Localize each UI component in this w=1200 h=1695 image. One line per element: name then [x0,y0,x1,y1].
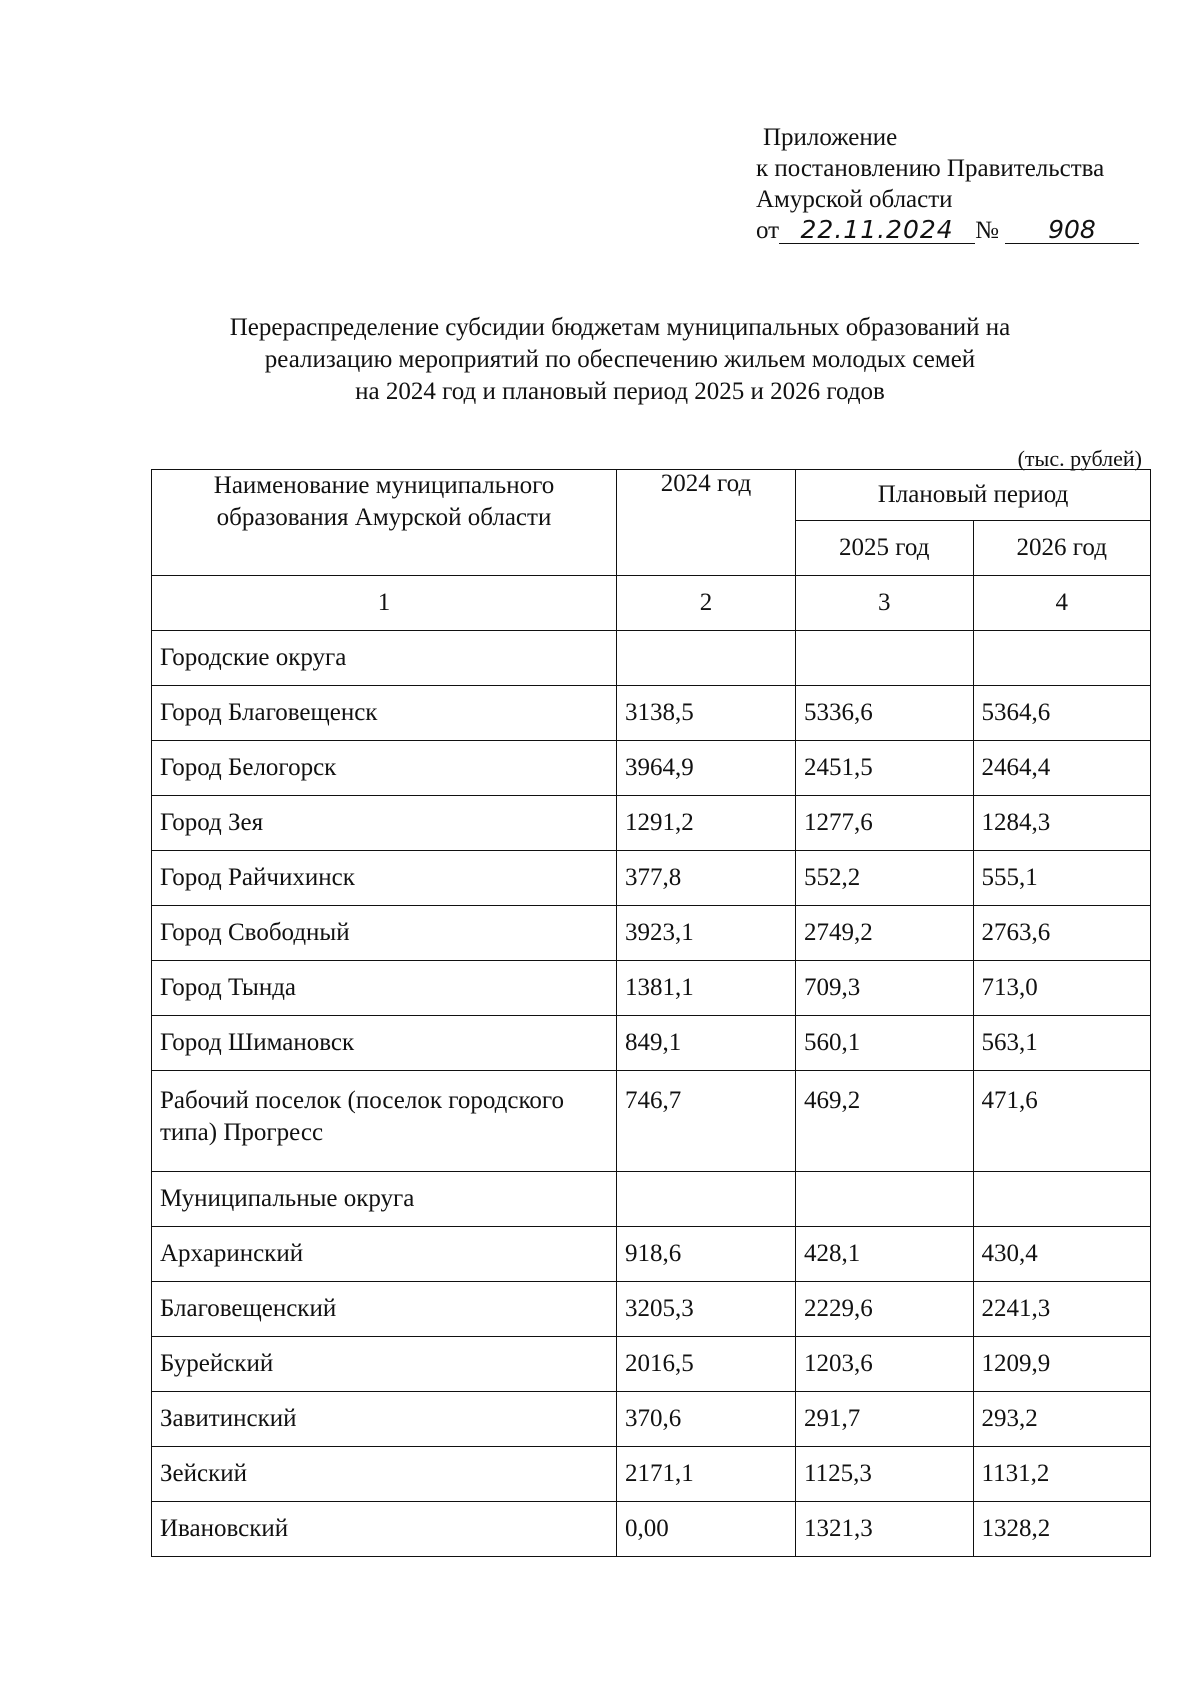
municipality-name-cell: Город Райчихинск [152,851,617,906]
value-2026-cell: 1284,3 [973,796,1151,851]
value-2025-cell: 469,2 [796,1071,974,1172]
header-year-2026: 2026 год [973,521,1151,576]
municipality-name-cell: Город Тында [152,961,617,1016]
municipality-name-cell: Ивановский [152,1502,617,1557]
header-year-2024: 2024 год [617,470,796,576]
value-2026-cell: 555,1 [973,851,1151,906]
header-year-2025: 2025 год [796,521,974,576]
table-row [152,961,1151,1016]
value-2026-cell: 430,4 [973,1227,1151,1282]
value-2026-cell [973,631,1151,686]
municipality-name-cell: Муниципальные округа [152,1172,617,1227]
value-2024-cell: 2171,1 [617,1447,796,1502]
table-row [152,686,1151,741]
value-2024-cell: 849,1 [617,1016,796,1071]
value-2025-cell: 709,3 [796,961,974,1016]
table-row [152,1016,1151,1071]
value-2025-cell: 1321,3 [796,1502,974,1557]
value-2026-cell: 293,2 [973,1392,1151,1447]
column-number: 2 [617,576,796,631]
value-2024-cell: 746,7 [617,1071,796,1172]
value-2024-cell: 3923,1 [617,906,796,961]
value-2024-cell: 3205,3 [617,1282,796,1337]
column-numbers-row [152,576,1151,631]
table-row [152,1172,1151,1227]
value-2026-cell: 563,1 [973,1016,1151,1071]
value-2025-cell: 5336,6 [796,686,974,741]
value-2024-cell: 2016,5 [617,1337,796,1392]
value-2024-cell: 3138,5 [617,686,796,741]
municipality-name-cell: Зейский [152,1447,617,1502]
value-2024-cell: 0,00 [617,1502,796,1557]
number-sign: № [975,217,999,244]
value-2026-cell: 2241,3 [973,1282,1151,1337]
table-row [152,1071,1151,1172]
municipality-name-cell: Город Благовещенск [152,686,617,741]
value-2024-cell: 370,6 [617,1392,796,1447]
table-row [152,631,1151,686]
municipality-name-cell: Город Шимановск [152,1016,617,1071]
value-2024-cell: 1291,2 [617,796,796,851]
value-2026-cell: 471,6 [973,1071,1151,1172]
table-row [152,1502,1151,1557]
header-row-1 [152,470,1151,521]
handwritten-number: 908 [1005,217,1139,244]
column-number: 4 [973,576,1151,631]
value-2025-cell [796,631,974,686]
value-2024-cell [617,631,796,686]
column-number: 3 [796,576,974,631]
appendix-resolution-line: к постановлению Правительства [756,155,1105,182]
table-row [152,1447,1151,1502]
title-line-2: реализацию мероприятий по обеспечению жильем молодых семей [264,346,976,373]
units-label: (тыс. рублей) [1017,446,1142,471]
value-2026-cell: 2763,6 [973,906,1151,961]
value-2025-cell: 552,2 [796,851,974,906]
value-2024-cell [617,1172,796,1227]
title-line-1: Перераспределение субсидии бюджетам муниципальных образований на [229,314,1011,341]
value-2026-cell: 1209,9 [973,1337,1151,1392]
value-2026-cell [973,1172,1151,1227]
value-2024-cell: 918,6 [617,1227,796,1282]
value-2024-cell: 1381,1 [617,961,796,1016]
subsidy-table [151,469,1151,1557]
municipality-name-cell: Городские округа [152,631,617,686]
appendix-date-line [756,215,1139,246]
table-row [152,796,1151,851]
appendix-region-line: Амурской области [756,186,953,213]
header-plan-period: Плановый период [796,470,1151,521]
value-2026-cell: 5364,6 [973,686,1151,741]
table-body [152,576,1151,1557]
municipality-name-cell: Рабочий поселок (поселок городского типа) Прогресс [152,1071,617,1172]
municipality-name-cell: Благовещенский [152,1282,617,1337]
value-2026-cell: 713,0 [973,961,1151,1016]
handwritten-date: 22.11.2024 [779,217,975,244]
value-2026-cell: 1131,2 [973,1447,1151,1502]
header-municipality-name: Наименование муниципального образования Амурской области [152,470,617,576]
municipality-name-cell: Завитинский [152,1392,617,1447]
value-2025-cell: 2749,2 [796,906,974,961]
column-number: 1 [152,576,617,631]
municipality-name-cell: Бурейский [152,1337,617,1392]
value-2025-cell: 1203,6 [796,1337,974,1392]
value-2025-cell: 428,1 [796,1227,974,1282]
value-2025-cell: 1125,3 [796,1447,974,1502]
value-2025-cell [796,1172,974,1227]
value-2025-cell: 2229,6 [796,1282,974,1337]
value-2026-cell: 2464,4 [973,741,1151,796]
table-row [152,1337,1151,1392]
table-row [152,741,1151,796]
value-2025-cell: 291,7 [796,1392,974,1447]
municipality-name-cell: Город Зея [152,796,617,851]
table-row [152,1392,1151,1447]
municipality-name-cell: Город Белогорск [152,741,617,796]
title-line-3: на 2024 год и плановый период 2025 и 2026 годов [355,378,885,405]
table-row [152,851,1151,906]
table-row [152,1282,1151,1337]
value-2025-cell: 560,1 [796,1016,974,1071]
appendix-title: Приложение [763,124,898,151]
value-2025-cell: 2451,5 [796,741,974,796]
value-2025-cell: 1277,6 [796,796,974,851]
municipality-name-cell: Город Свободный [152,906,617,961]
value-2026-cell: 1328,2 [973,1502,1151,1557]
value-2024-cell: 3964,9 [617,741,796,796]
table-row [152,906,1151,961]
table-row [152,1227,1151,1282]
document-title [180,312,1060,408]
municipality-name-cell: Архаринский [152,1227,617,1282]
date-prefix: от [756,217,780,244]
appendix-block [756,122,1139,246]
value-2024-cell: 377,8 [617,851,796,906]
